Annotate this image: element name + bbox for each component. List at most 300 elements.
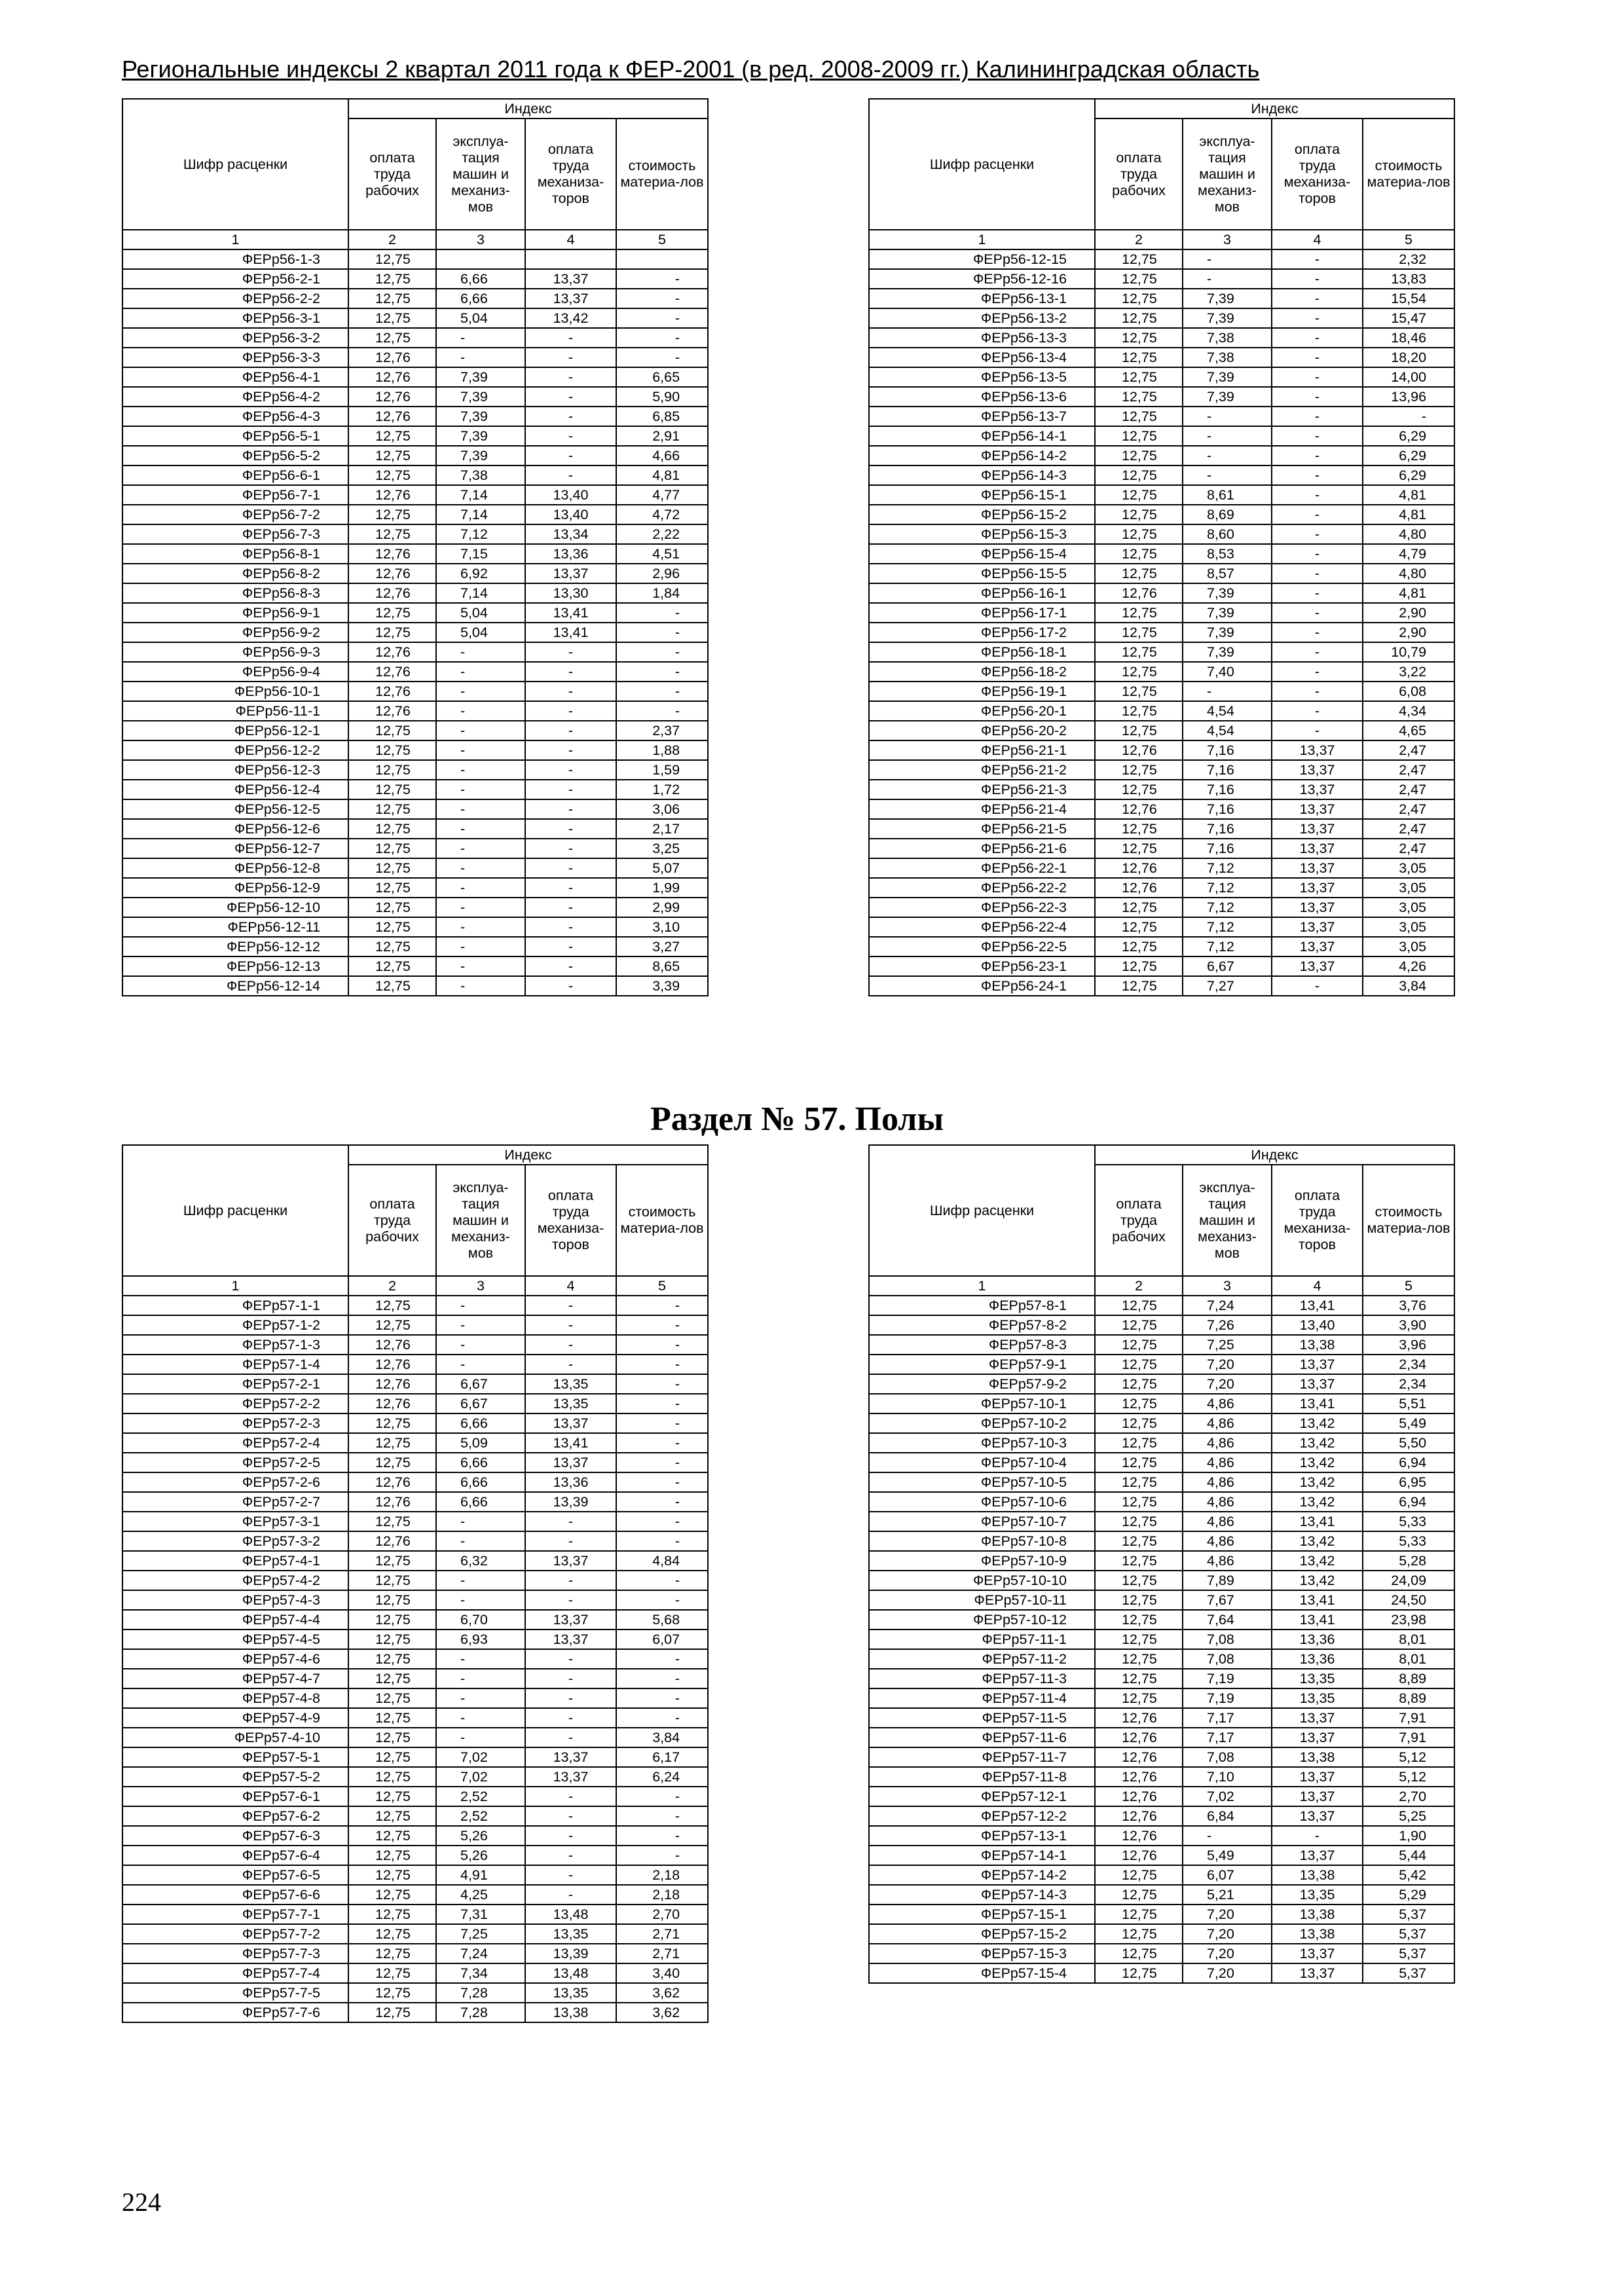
index-value: 12,76 — [348, 564, 436, 583]
index-value: - — [436, 937, 525, 957]
index-value: - — [1272, 367, 1363, 387]
index-value: - — [525, 1571, 616, 1590]
index-value: 3,05 — [1363, 898, 1454, 917]
index-value: - — [616, 1787, 708, 1806]
table-row — [122, 976, 708, 996]
rate-code: ФЕРр56-22-1 — [869, 858, 1095, 878]
index-value: 12,75 — [348, 1708, 436, 1728]
index-value: 8,65 — [616, 957, 708, 976]
table-row — [869, 1335, 1454, 1355]
index-value: 12,76 — [348, 701, 436, 721]
index-value: 6,66 — [436, 1413, 525, 1433]
rate-code: ФЕРр57-6-5 — [122, 1865, 348, 1885]
index-value: 12,75 — [1095, 1551, 1183, 1571]
index-value: 13,42 — [1272, 1453, 1363, 1472]
index-value: 7,12 — [1183, 858, 1272, 878]
index-value: - — [436, 1355, 525, 1374]
index-value: 7,39 — [436, 387, 525, 407]
rate-code: ФЕРр56-21-2 — [869, 760, 1095, 780]
index-value: 12,76 — [348, 1472, 436, 1492]
index-value: 3,39 — [616, 976, 708, 996]
rate-code: ФЕРр57-8-2 — [869, 1315, 1095, 1335]
index-value: - — [1272, 249, 1363, 269]
index-value: 7,15 — [436, 544, 525, 564]
index-value: 12,75 — [1095, 1335, 1183, 1355]
index-value: 1,90 — [1363, 1826, 1454, 1846]
index-value: 7,16 — [1183, 780, 1272, 799]
index-value: 13,35 — [1272, 1688, 1363, 1708]
index-value: - — [1272, 642, 1363, 662]
index-value: - — [436, 721, 525, 740]
index-value: 12,75 — [1095, 917, 1183, 937]
index-value: 10,79 — [1363, 642, 1454, 662]
table-row — [122, 1433, 708, 1453]
table-row — [869, 1963, 1454, 1983]
index-value: 13,42 — [1272, 1551, 1363, 1571]
table-row — [869, 1806, 1454, 1826]
rate-code: ФЕРр56-12-7 — [122, 839, 348, 858]
index-value: 13,83 — [1363, 269, 1454, 289]
rate-code: ФЕРр56-18-2 — [869, 662, 1095, 682]
column-number-row — [122, 1276, 708, 1296]
table-row — [122, 1610, 708, 1630]
index-value: 13,37 — [1272, 957, 1363, 976]
index-value: 7,39 — [1183, 387, 1272, 407]
index-value: 13,37 — [1272, 760, 1363, 780]
index-value: - — [616, 1826, 708, 1846]
index-value: 12,76 — [1095, 1747, 1183, 1767]
index-value: 7,20 — [1183, 1374, 1272, 1394]
table-row — [122, 407, 708, 426]
table-row — [122, 583, 708, 603]
index-value: 5,90 — [616, 387, 708, 407]
column-number: 4 — [525, 230, 616, 249]
rate-code: ФЕРр57-11-8 — [869, 1767, 1095, 1787]
index-value: 12,75 — [1095, 1885, 1183, 1904]
table-row — [869, 269, 1454, 289]
index-value: - — [525, 937, 616, 957]
index-value: 12,76 — [348, 1335, 436, 1355]
index-value: 12,75 — [1095, 289, 1183, 308]
index-value: 13,41 — [525, 623, 616, 642]
index-value: 7,67 — [1183, 1590, 1272, 1610]
index-value: 12,76 — [348, 367, 436, 387]
index-value: 6,29 — [1363, 465, 1454, 485]
index-value: - — [436, 662, 525, 682]
index-value: 7,25 — [1183, 1335, 1272, 1355]
index-value: 12,75 — [348, 1512, 436, 1531]
index-value: 12,75 — [1095, 1413, 1183, 1433]
index-value: 12,75 — [348, 1983, 436, 2003]
index-value: 13,37 — [525, 564, 616, 583]
index-value: 7,17 — [1183, 1728, 1272, 1747]
index-value: - — [525, 1806, 616, 1826]
index-value: - — [1272, 603, 1363, 623]
index-value: - — [616, 1335, 708, 1355]
index-value: 13,37 — [1272, 740, 1363, 760]
index-value: 8,89 — [1363, 1669, 1454, 1688]
index-value: 13,37 — [1272, 858, 1363, 878]
index-value: 7,91 — [1363, 1708, 1454, 1728]
index-value: - — [616, 1492, 708, 1512]
index-value: 2,91 — [616, 426, 708, 446]
index-value: 13,36 — [1272, 1630, 1363, 1649]
index-value: - — [1272, 407, 1363, 426]
index-value: 8,61 — [1183, 485, 1272, 505]
index-value — [616, 249, 708, 269]
index-value: - — [616, 1472, 708, 1492]
index-value: 12,75 — [1095, 1355, 1183, 1374]
index-value: 2,47 — [1363, 760, 1454, 780]
table-row — [122, 780, 708, 799]
index-value: 12,75 — [1095, 662, 1183, 682]
index-value: 13,42 — [1272, 1433, 1363, 1453]
table-row — [122, 1728, 708, 1747]
column-number: 4 — [1272, 230, 1363, 249]
index-value: - — [436, 1335, 525, 1355]
index-value: 7,14 — [436, 505, 525, 524]
index-value: 8,01 — [1363, 1630, 1454, 1649]
header-index: Индекс — [1095, 1145, 1454, 1165]
index-value: 12,75 — [1095, 485, 1183, 505]
index-value: 12,75 — [348, 1787, 436, 1806]
index-value: - — [525, 642, 616, 662]
index-value: 12,75 — [1095, 308, 1183, 328]
index-value: 8,69 — [1183, 505, 1272, 524]
index-value: 4,54 — [1183, 721, 1272, 740]
table-row — [869, 485, 1454, 505]
index-value: 8,60 — [1183, 524, 1272, 544]
table-row — [869, 1472, 1454, 1492]
index-value: 13,37 — [525, 269, 616, 289]
index-value: 7,38 — [1183, 328, 1272, 348]
index-value: - — [525, 1865, 616, 1885]
index-value: 13,37 — [1272, 819, 1363, 839]
table-row — [869, 1728, 1454, 1747]
rate-code: ФЕРр56-3-1 — [122, 308, 348, 328]
table-row — [869, 1374, 1454, 1394]
index-value: - — [1272, 721, 1363, 740]
index-value: 4,84 — [616, 1551, 708, 1571]
table-row — [122, 937, 708, 957]
rate-code: ФЕРр57-6-3 — [122, 1826, 348, 1846]
header-col3: оплата труда механиза-торов — [525, 118, 616, 230]
index-value: 3,27 — [616, 937, 708, 957]
index-value: 13,37 — [525, 1413, 616, 1433]
index-value: 12,75 — [348, 1669, 436, 1688]
index-value: 7,39 — [1183, 583, 1272, 603]
table-row — [869, 1610, 1454, 1630]
table-row — [122, 1453, 708, 1472]
index-value: - — [616, 1806, 708, 1826]
index-value: 12,75 — [348, 1747, 436, 1767]
index-value: - — [1272, 701, 1363, 721]
index-value: 12,75 — [348, 249, 436, 269]
index-value: 13,36 — [525, 1472, 616, 1492]
table-row — [122, 1315, 708, 1335]
table-row — [869, 1787, 1454, 1806]
rate-code: ФЕРр57-7-6 — [122, 2003, 348, 2022]
rate-code: ФЕРр57-4-2 — [122, 1571, 348, 1590]
index-value: 12,76 — [348, 1374, 436, 1394]
index-value: - — [1272, 328, 1363, 348]
index-value: 4,51 — [616, 544, 708, 564]
rate-code: ФЕРр56-24-1 — [869, 976, 1095, 996]
rate-code: ФЕРр56-12-2 — [122, 740, 348, 760]
table-row — [869, 1433, 1454, 1453]
table-row — [122, 603, 708, 623]
index-value: 4,81 — [1363, 505, 1454, 524]
index-table-2 — [868, 98, 1455, 996]
index-value: 6,08 — [1363, 682, 1454, 701]
index-value: 13,37 — [1272, 1728, 1363, 1747]
table-row — [869, 1944, 1454, 1963]
index-value: 2,90 — [1363, 603, 1454, 623]
index-value: 5,29 — [1363, 1885, 1454, 1904]
index-value: 13,37 — [1272, 917, 1363, 937]
index-value: 12,76 — [1095, 1728, 1183, 1747]
column-number: 3 — [436, 1276, 525, 1296]
index-value: - — [525, 682, 616, 701]
index-value: 12,75 — [1095, 367, 1183, 387]
index-value: 12,75 — [348, 269, 436, 289]
table-row — [869, 1551, 1454, 1571]
rate-code: ФЕРр57-4-10 — [122, 1728, 348, 1747]
index-value: - — [525, 839, 616, 858]
header-col3: оплата труда механиза-торов — [1272, 118, 1363, 230]
rate-code: ФЕРр57-2-5 — [122, 1453, 348, 1472]
index-value: 13,36 — [1272, 1649, 1363, 1669]
table-row — [869, 446, 1454, 465]
index-value: - — [1183, 446, 1272, 465]
index-value: 7,26 — [1183, 1315, 1272, 1335]
rate-code: ФЕРр56-13-7 — [869, 407, 1095, 426]
rate-code: ФЕРр57-15-1 — [869, 1904, 1095, 1924]
index-value: - — [525, 1296, 616, 1315]
index-value: 13,38 — [1272, 1747, 1363, 1767]
header-col2: эксплуа-тация машин и механиз-мов — [436, 1165, 525, 1276]
index-value: 4,86 — [1183, 1394, 1272, 1413]
index-value: 13,41 — [1272, 1610, 1363, 1630]
header-col3: оплата труда механиза-торов — [525, 1165, 616, 1276]
table-header — [122, 1145, 708, 1276]
index-value: - — [525, 780, 616, 799]
table-body — [122, 230, 708, 996]
index-value: 2,90 — [1363, 623, 1454, 642]
table-row — [869, 898, 1454, 917]
table-row — [122, 1846, 708, 1865]
index-value: 4,34 — [1363, 701, 1454, 721]
index-value: 13,35 — [525, 1394, 616, 1413]
index-value: 3,05 — [1363, 917, 1454, 937]
rate-code: ФЕРр56-5-2 — [122, 446, 348, 465]
index-value: 5,37 — [1363, 1904, 1454, 1924]
index-value: 6,70 — [436, 1610, 525, 1630]
index-value: 12,76 — [1095, 799, 1183, 819]
index-value: 7,02 — [436, 1767, 525, 1787]
index-value: - — [616, 1590, 708, 1610]
index-value: 12,75 — [1095, 957, 1183, 976]
index-value: 2,47 — [1363, 780, 1454, 799]
index-value: 7,39 — [1183, 367, 1272, 387]
index-value: 4,86 — [1183, 1531, 1272, 1551]
index-value: 4,86 — [1183, 1512, 1272, 1531]
rate-code: ФЕРр56-12-14 — [122, 976, 348, 996]
rate-code: ФЕРр57-4-6 — [122, 1649, 348, 1669]
rate-code: ФЕРр56-13-6 — [869, 387, 1095, 407]
index-value: 2,99 — [616, 898, 708, 917]
index-value: 6,32 — [436, 1551, 525, 1571]
table-body — [869, 230, 1454, 996]
index-value: 5,25 — [1363, 1806, 1454, 1826]
rate-code: ФЕРр56-12-3 — [122, 760, 348, 780]
rate-code: ФЕРр56-22-4 — [869, 917, 1095, 937]
index-value: 5,49 — [1363, 1413, 1454, 1433]
index-value: 2,47 — [1363, 740, 1454, 760]
index-value: - — [525, 387, 616, 407]
index-value: 2,71 — [616, 1924, 708, 1944]
index-value — [436, 249, 525, 269]
index-value: 5,26 — [436, 1846, 525, 1865]
table-row — [869, 957, 1454, 976]
table-row — [869, 1296, 1454, 1315]
index-value: 5,07 — [616, 858, 708, 878]
index-value: 13,39 — [525, 1944, 616, 1963]
index-value: 3,05 — [1363, 878, 1454, 898]
index-value: - — [616, 623, 708, 642]
index-value: 6,65 — [616, 367, 708, 387]
rate-code: ФЕРр56-20-2 — [869, 721, 1095, 740]
index-value: 13,37 — [1272, 780, 1363, 799]
index-value: 7,24 — [436, 1944, 525, 1963]
rate-code: ФЕРр56-21-3 — [869, 780, 1095, 799]
table-row — [869, 1924, 1454, 1944]
index-value: 12,75 — [1095, 780, 1183, 799]
index-value: 23,98 — [1363, 1610, 1454, 1630]
index-value: 8,01 — [1363, 1649, 1454, 1669]
table-row — [869, 1590, 1454, 1610]
rate-code: ФЕРр57-1-1 — [122, 1296, 348, 1315]
index-value: 12,75 — [348, 426, 436, 446]
rate-code: ФЕРр56-12-5 — [122, 799, 348, 819]
index-value: 15,54 — [1363, 289, 1454, 308]
table-row — [869, 819, 1454, 839]
index-value: - — [525, 1688, 616, 1708]
index-value: 13,37 — [525, 1610, 616, 1630]
rate-code: ФЕРр56-21-5 — [869, 819, 1095, 839]
column-number: 5 — [616, 1276, 708, 1296]
index-value: 5,68 — [616, 1610, 708, 1630]
index-value: - — [1183, 1826, 1272, 1846]
index-value: - — [525, 407, 616, 426]
index-value: - — [616, 289, 708, 308]
index-value: 6,29 — [1363, 446, 1454, 465]
index-value: 12,75 — [1095, 642, 1183, 662]
table-row — [869, 1492, 1454, 1512]
index-value: 13,38 — [525, 2003, 616, 2022]
index-value: 7,12 — [1183, 917, 1272, 937]
index-value: 13,37 — [1272, 1944, 1363, 1963]
index-value: 8,89 — [1363, 1688, 1454, 1708]
index-value: 12,75 — [1095, 1433, 1183, 1453]
header-row — [122, 99, 708, 118]
index-value: 14,00 — [1363, 367, 1454, 387]
index-value: 12,75 — [348, 1551, 436, 1571]
index-value: 12,75 — [348, 1885, 436, 1904]
index-value: 7,28 — [436, 2003, 525, 2022]
index-value: 7,39 — [1183, 308, 1272, 328]
table-row — [122, 1787, 708, 1806]
index-value: 5,33 — [1363, 1531, 1454, 1551]
index-value: 2,18 — [616, 1885, 708, 1904]
rate-code: ФЕРр57-1-3 — [122, 1335, 348, 1355]
header-col4: стоимость материа-лов — [1363, 1165, 1454, 1276]
table-row — [869, 1571, 1454, 1590]
index-value: - — [616, 1531, 708, 1551]
index-value: 12,75 — [348, 898, 436, 917]
table-row — [122, 1492, 708, 1512]
rate-code: ФЕРр57-1-4 — [122, 1355, 348, 1374]
rate-code: ФЕРр56-12-10 — [122, 898, 348, 917]
index-value: 12,75 — [348, 524, 436, 544]
rate-code: ФЕРр56-15-1 — [869, 485, 1095, 505]
index-value: 6,94 — [1363, 1453, 1454, 1472]
rate-code: ФЕРр57-13-1 — [869, 1826, 1095, 1846]
index-value: 12,75 — [348, 446, 436, 465]
rate-code: ФЕРр56-12-16 — [869, 269, 1095, 289]
rate-code: ФЕРр56-18-1 — [869, 642, 1095, 662]
table-row — [122, 426, 708, 446]
index-value: 7,39 — [436, 426, 525, 446]
index-value: 12,75 — [348, 505, 436, 524]
rate-code: ФЕРр56-13-2 — [869, 308, 1095, 328]
index-value: 13,37 — [525, 1630, 616, 1649]
index-value: - — [1272, 348, 1363, 367]
index-value: 12,75 — [1095, 721, 1183, 740]
index-value: 12,75 — [348, 858, 436, 878]
table-row — [122, 465, 708, 485]
table-row — [122, 1551, 708, 1571]
index-value: 3,84 — [616, 1728, 708, 1747]
table-row — [122, 819, 708, 839]
index-value: - — [1183, 269, 1272, 289]
index-value: 4,81 — [1363, 583, 1454, 603]
index-value: 7,12 — [1183, 898, 1272, 917]
index-value: 6,66 — [436, 1472, 525, 1492]
index-value: 4,65 — [1363, 721, 1454, 740]
table-row — [122, 1630, 708, 1649]
index-value: 12,75 — [348, 1315, 436, 1335]
table-header — [869, 99, 1454, 230]
index-value: 13,38 — [1272, 1335, 1363, 1355]
index-value: - — [436, 780, 525, 799]
index-value: 12,75 — [348, 328, 436, 348]
table-row — [869, 505, 1454, 524]
rate-code: ФЕРр56-9-1 — [122, 603, 348, 623]
index-value: 12,75 — [1095, 1688, 1183, 1708]
index-value: 2,47 — [1363, 799, 1454, 819]
table-row — [869, 407, 1454, 426]
index-value: 13,37 — [1272, 839, 1363, 858]
index-value: 5,12 — [1363, 1767, 1454, 1787]
index-value: 12,75 — [1095, 544, 1183, 564]
index-value: 6,95 — [1363, 1472, 1454, 1492]
column-number: 3 — [436, 230, 525, 249]
index-value: 1,99 — [616, 878, 708, 898]
index-value: 12,75 — [1095, 1453, 1183, 1472]
rate-code: ФЕРр56-13-5 — [869, 367, 1095, 387]
index-value: 12,75 — [1095, 1649, 1183, 1669]
